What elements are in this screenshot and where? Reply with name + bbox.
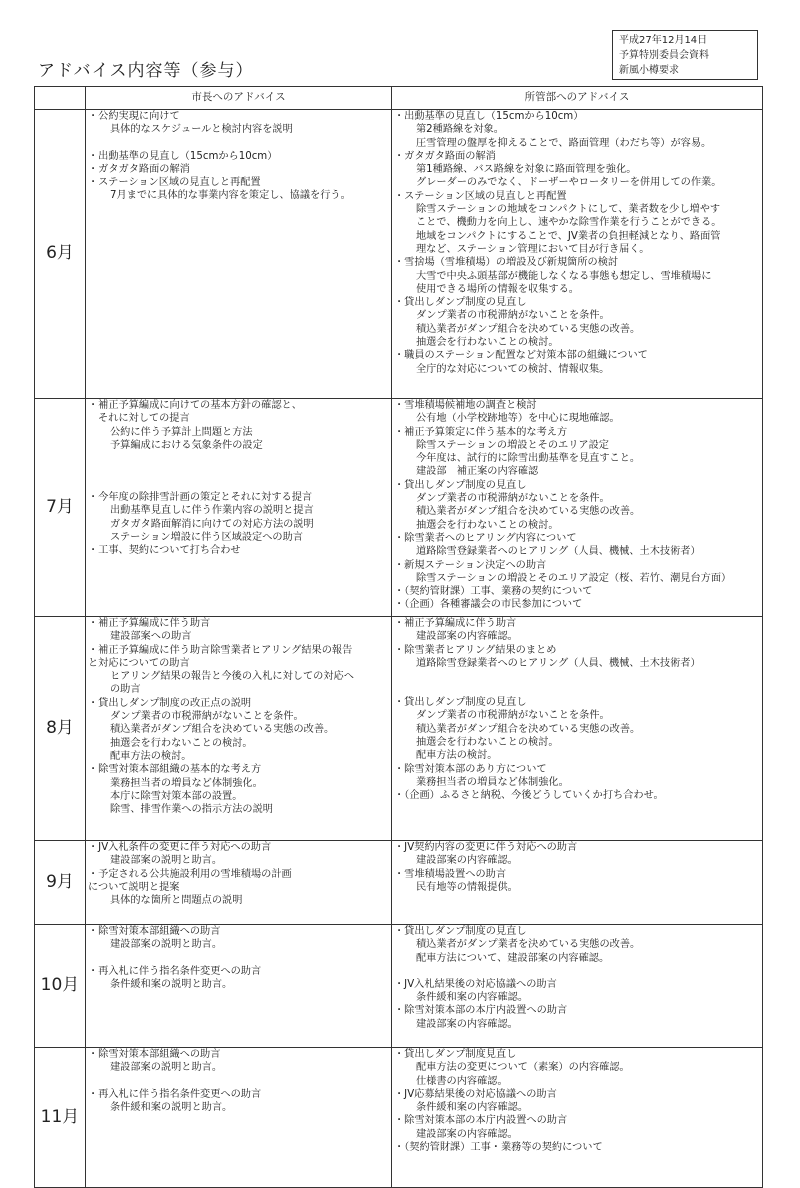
advice-line: ステーション増設に伴う区域設定への助言 (110, 532, 303, 544)
advice-line: 抽選会を行わないことの検討。 (416, 737, 559, 749)
advice-line: ・補正予算編成に伴う助言 (88, 618, 211, 629)
advice-line: ・除雪対策本部のあり方について (394, 763, 547, 775)
dept-advice-cell (392, 399, 763, 617)
advice-line: ・雪堆積場設置への助言 (394, 868, 507, 880)
mayor-advice-cell (86, 110, 392, 399)
advice-line: 建設部案の内容確認。 (416, 855, 518, 867)
advice-line: 出動基準見直しに伴う作業内容の説明と提言 (110, 505, 314, 517)
advice-line: ・貸出しダンプ制度の改正点の説明 (88, 697, 252, 709)
table-row (35, 110, 763, 399)
advice-line (394, 683, 760, 696)
advice-line: 条件緩和案の内容確認。 (416, 992, 529, 1004)
advice-line: 配車方法の変更について（素案）の内容確認。 (416, 1062, 630, 1074)
advice-line: ・ステーション区域の見直しと再配置 (394, 190, 567, 202)
advice-line: 建設部案の内容確認。 (416, 631, 518, 643)
advice-line: 除雪ステーションの増設とそのエリア設定（桜、若竹、潮見台方面） (416, 572, 732, 584)
month-cell: 8月 (35, 617, 86, 841)
advice-line: ・職員のステーション配置など対策本部の組織について (394, 350, 648, 362)
advice-line: 建設部案の説明と助言。 (110, 1062, 223, 1074)
advice-line: 配車方法の検討。 (110, 750, 192, 762)
stamp-date: 平成27年12月14日 (619, 35, 708, 46)
advice-line: ・JV契約内容の変更に伴う対応への助言 (394, 842, 578, 853)
dept-advice-cell (392, 617, 763, 841)
advice-line: ダンプ業者の市税滞納がないことを条件。 (416, 493, 610, 505)
header-month (35, 87, 86, 110)
stamp-requester: 新風小樽要求 (619, 65, 679, 76)
advice-line: 抽選会を行わないことの検討。 (416, 519, 559, 531)
advice-line (394, 965, 760, 978)
advice-line: と対応についての助言 (88, 657, 190, 669)
advice-line: 本庁に除雪対策本部の設置。 (110, 790, 243, 802)
advice-line (394, 670, 760, 683)
advice-line: ・貸出しダンプ制度見直し (394, 1049, 517, 1060)
advice-line: ・（企画）ふるさと納税、今後どうしていくか打ち合わせ。 (394, 790, 664, 802)
advice-line: ・今年度の除排雪計画の策定とそれに対する提言 (88, 492, 313, 504)
advice-line: 積込業者がダンプ組合を決めている実態の改善。 (110, 724, 335, 736)
advice-line: ・貸出しダンプ制度の見直し (394, 297, 527, 309)
advice-line: ・補正予算編成に向けての基本方針の確認と、 (88, 400, 302, 411)
advice-line (88, 1075, 389, 1088)
advice-line: ダンプ業者の市税滞納がないことを条件。 (110, 711, 304, 723)
advice-line: 建設部案の内容確認。 (416, 1128, 518, 1140)
advice-line: ・除雪対策本部組織への助言 (88, 1049, 221, 1060)
advice-line: 全庁的な対応についての検討、情報収集。 (416, 363, 610, 375)
table-row (35, 1048, 763, 1188)
advice-line: ことで、機動力を向上し、速やかな除雪作業を行うことができる。 (416, 217, 722, 229)
stamp-committee: 予算特別委員会資料 (619, 50, 709, 61)
advice-line: ・雪堆積場候補地の調査と検討 (394, 400, 537, 411)
table-row (35, 399, 763, 617)
advice-line: 道路除雪登録業者へのヒアリング（人員、機械、土木技術者） (416, 546, 701, 558)
advice-line: ・雪捨場（雪堆積場）の増設及び新規箇所の検討 (394, 257, 619, 269)
advice-line: ・公約実現に向けて (88, 111, 180, 122)
advice-line: 建設部案の説明と助言。 (110, 939, 223, 951)
advice-line: 建設部案の説明と助言。 (110, 855, 223, 867)
advice-line: 具体的なスケジュールと検討内容を説明 (110, 124, 293, 136)
advice-line: 理など、ステーション管理において目が行き届く。 (416, 243, 650, 255)
advice-line: ・除雪対策本部の本庁内設置への助言 (394, 1005, 568, 1017)
advice-line: 配車方法の検討。 (416, 750, 498, 762)
advice-line: ・除雪業者へのヒアリング内容について (394, 532, 577, 544)
advice-line: 配車方法について、建設部案の内容確認。 (416, 952, 610, 964)
advice-line: 積込業者がダンプ業者を決めている実態の改善。 (416, 939, 641, 951)
advice-line: ・補正予算編成に伴う助言除雪業者ヒアリング結果の報告 (88, 644, 353, 656)
advice-line: 業務担当者の増員など体制強化。 (110, 777, 263, 789)
advice-line: 建設部案への助言 (110, 631, 192, 643)
advice-line: 今年度は、試行的に除雪出動基準を見直すこと。 (416, 453, 641, 465)
advice-line: ・再入札に伴う指名条件変更への助言 (88, 1088, 262, 1100)
advice-line: ・ガタガタ路面の解消 (394, 150, 496, 162)
advice-line: 公約に伴う予算計上問題と方法 (110, 426, 253, 438)
dept-advice-cell (392, 925, 763, 1048)
advice-line (88, 452, 389, 465)
dept-advice-cell (392, 1048, 763, 1188)
advice-line: ・工事、契約について打ち合わせ (88, 545, 241, 557)
advice-line: 積込業者がダンプ組合を決めている実態の改善。 (416, 506, 641, 518)
advice-line: 除雪ステーションの増設とそのエリア設定 (416, 439, 609, 451)
advice-line: ・再入札に伴う指名条件変更への助言 (88, 965, 262, 977)
advice-line (88, 137, 389, 150)
advice-line: ・JV応募結果後の対応協議への助言 (394, 1088, 557, 1100)
advice-line: ・出動基準の見直し（15cmから10cm） (88, 150, 278, 162)
advice-line: 積込業者がダンプ組合を決めている実態の改善。 (416, 723, 641, 735)
advice-line: ・出動基準の見直し（15cmから10cm） (394, 111, 584, 122)
month-cell: 9月 (35, 841, 86, 925)
advice-line: ・貸出しダンプ制度の見直し (394, 697, 527, 709)
advice-line: ・除雪対策本部の本庁内設置への助言 (394, 1115, 568, 1127)
advice-line: ・貸出しダンプ制度の見直し (394, 926, 527, 937)
advice-line (88, 478, 389, 491)
table-row (35, 617, 763, 841)
advice-line: 抽選会を行わないことの検討。 (416, 337, 559, 349)
mayor-advice-cell (86, 399, 392, 617)
advice-line: 建設部案の内容確認。 (416, 1018, 518, 1030)
advice-line: 抽選会を行わないことの検討。 (110, 737, 253, 749)
month-cell: 7月 (35, 399, 86, 617)
advice-line: 地域をコンパクトにすることで、JV業者の負担軽減となり、路面管 (416, 230, 721, 242)
advice-line: ・ガタガタ路面の解消 (88, 163, 190, 175)
advice-line: ・（企画）各種審議会の市民参加について (394, 599, 583, 611)
advice-line: 民有地等の情報提供。 (416, 881, 518, 893)
advice-line: ・補正予算策定に伴う基本的な考え方 (394, 426, 568, 438)
advice-line: 建設部 補正案の内容確認 (416, 466, 539, 478)
advice-line: 条件緩和案の説明と助言。 (110, 978, 233, 990)
mayor-advice-cell (86, 841, 392, 925)
advice-line: グレーダーのみでなく、ドーザーやロータリーを併用しての作業。 (416, 177, 722, 189)
advice-line: ・除雪対策本部組織への助言 (88, 926, 221, 937)
advice-line: 圧雪管理の盤厚を抑えることで、路面管理（わだち等）が容易。 (416, 137, 712, 149)
advice-line: 積込業者がダンプ組合を決めている実態の改善。 (416, 323, 641, 335)
advice-line: 第1種路線、バス路線を対象に路面管理を強化。 (416, 164, 637, 176)
dept-advice-cell (392, 841, 763, 925)
header-dept-advice: 所管部へのアドバイス (392, 87, 763, 110)
advice-line (88, 465, 389, 478)
advice-line: 使用できる場所の情報を収集する。 (416, 283, 579, 295)
advice-line: ・除雪対策本部組織の基本的な考え方 (88, 764, 262, 776)
table-row (35, 841, 763, 925)
mayor-advice-cell (86, 617, 392, 841)
header-mayor-advice: 市長へのアドバイス (86, 87, 392, 110)
advice-line: 具体的な箇所と問題点の説明 (110, 895, 243, 907)
advice-line: ヒアリング結果の報告と今後の入札に対しての対応へ (110, 671, 354, 683)
advice-line: 道路除雪登録業者へのヒアリング（人員、機械、土木技術者） (416, 657, 701, 669)
advice-line: 予算編成における気象条件の設定 (110, 439, 263, 451)
mayor-advice-cell (86, 925, 392, 1048)
advice-line: 第2種路線を対象。 (416, 124, 504, 136)
advice-line: ・（契約管財課）工事・業務等の契約について (394, 1142, 603, 1154)
advice-line (88, 952, 389, 965)
advice-line: ・補正予算編成に伴う助言 (394, 618, 517, 629)
advice-line: 7月までに具体的な事業内容を策定し、協議を行う。 (110, 190, 351, 202)
advice-line: ガタガタ路面解消に向けての対応方法の説明 (110, 518, 314, 530)
advice-line: 除雪、排雪作業への指示方法の説明 (110, 804, 273, 816)
advice-line: ダンプ業者の市税滞納がないことを条件。 (416, 710, 610, 722)
month-cell: 10月 (35, 925, 86, 1048)
advice-line: 業務担当者の増員など体制強化。 (416, 776, 569, 788)
month-cell: 6月 (35, 110, 86, 399)
advice-line: の助言 (110, 684, 141, 696)
advice-line: 仕様書の内容確認。 (416, 1075, 508, 1087)
advice-line: 条件緩和案の内容確認。 (416, 1102, 529, 1114)
advice-line: について説明と提案 (88, 881, 180, 893)
advice-line: 条件緩和案の説明と助言。 (110, 1101, 233, 1113)
month-cell: 11月 (35, 1048, 86, 1188)
advice-line: ・JV入札条件の変更に伴う対応への助言 (88, 842, 272, 853)
document-stamp (612, 30, 758, 80)
advice-line: ・JV入札結果後の対応協議への助言 (394, 978, 557, 990)
advice-line: ・予定される公共施設利用の雪堆積場の計画 (88, 868, 292, 880)
page-title: アドバイス内容等（参与） (38, 61, 254, 81)
advice-table (34, 86, 763, 1188)
advice-line: 大雪で中央ふ頭基部が機能しなくなる事態も想定し、雪堆積場に (416, 270, 712, 282)
advice-line: 除雪ステーションの地域をコンパクトにして、業者数を少し増やす (416, 204, 721, 216)
advice-line: ・除雪業者ヒアリング結果のまとめ (394, 644, 557, 656)
table-row (35, 925, 763, 1048)
advice-line: ダンプ業者の市税滞納がないことを条件。 (416, 310, 610, 322)
advice-line: ・新規ステーション決定への助言 (394, 559, 547, 571)
mayor-advice-cell (86, 1048, 392, 1188)
advice-line: ・ステーション区域の見直しと再配置 (88, 177, 261, 189)
advice-line: ・（契約管財課）工事、業務の契約について (394, 586, 593, 598)
dept-advice-cell (392, 110, 763, 399)
advice-line: それに対しての提言 (98, 413, 190, 425)
advice-line: 公有地（小学校跡地等）を中心に現地確認。 (416, 413, 620, 425)
table-header-row (35, 87, 763, 110)
advice-line: ・貸出しダンプ制度の見直し (394, 479, 527, 491)
